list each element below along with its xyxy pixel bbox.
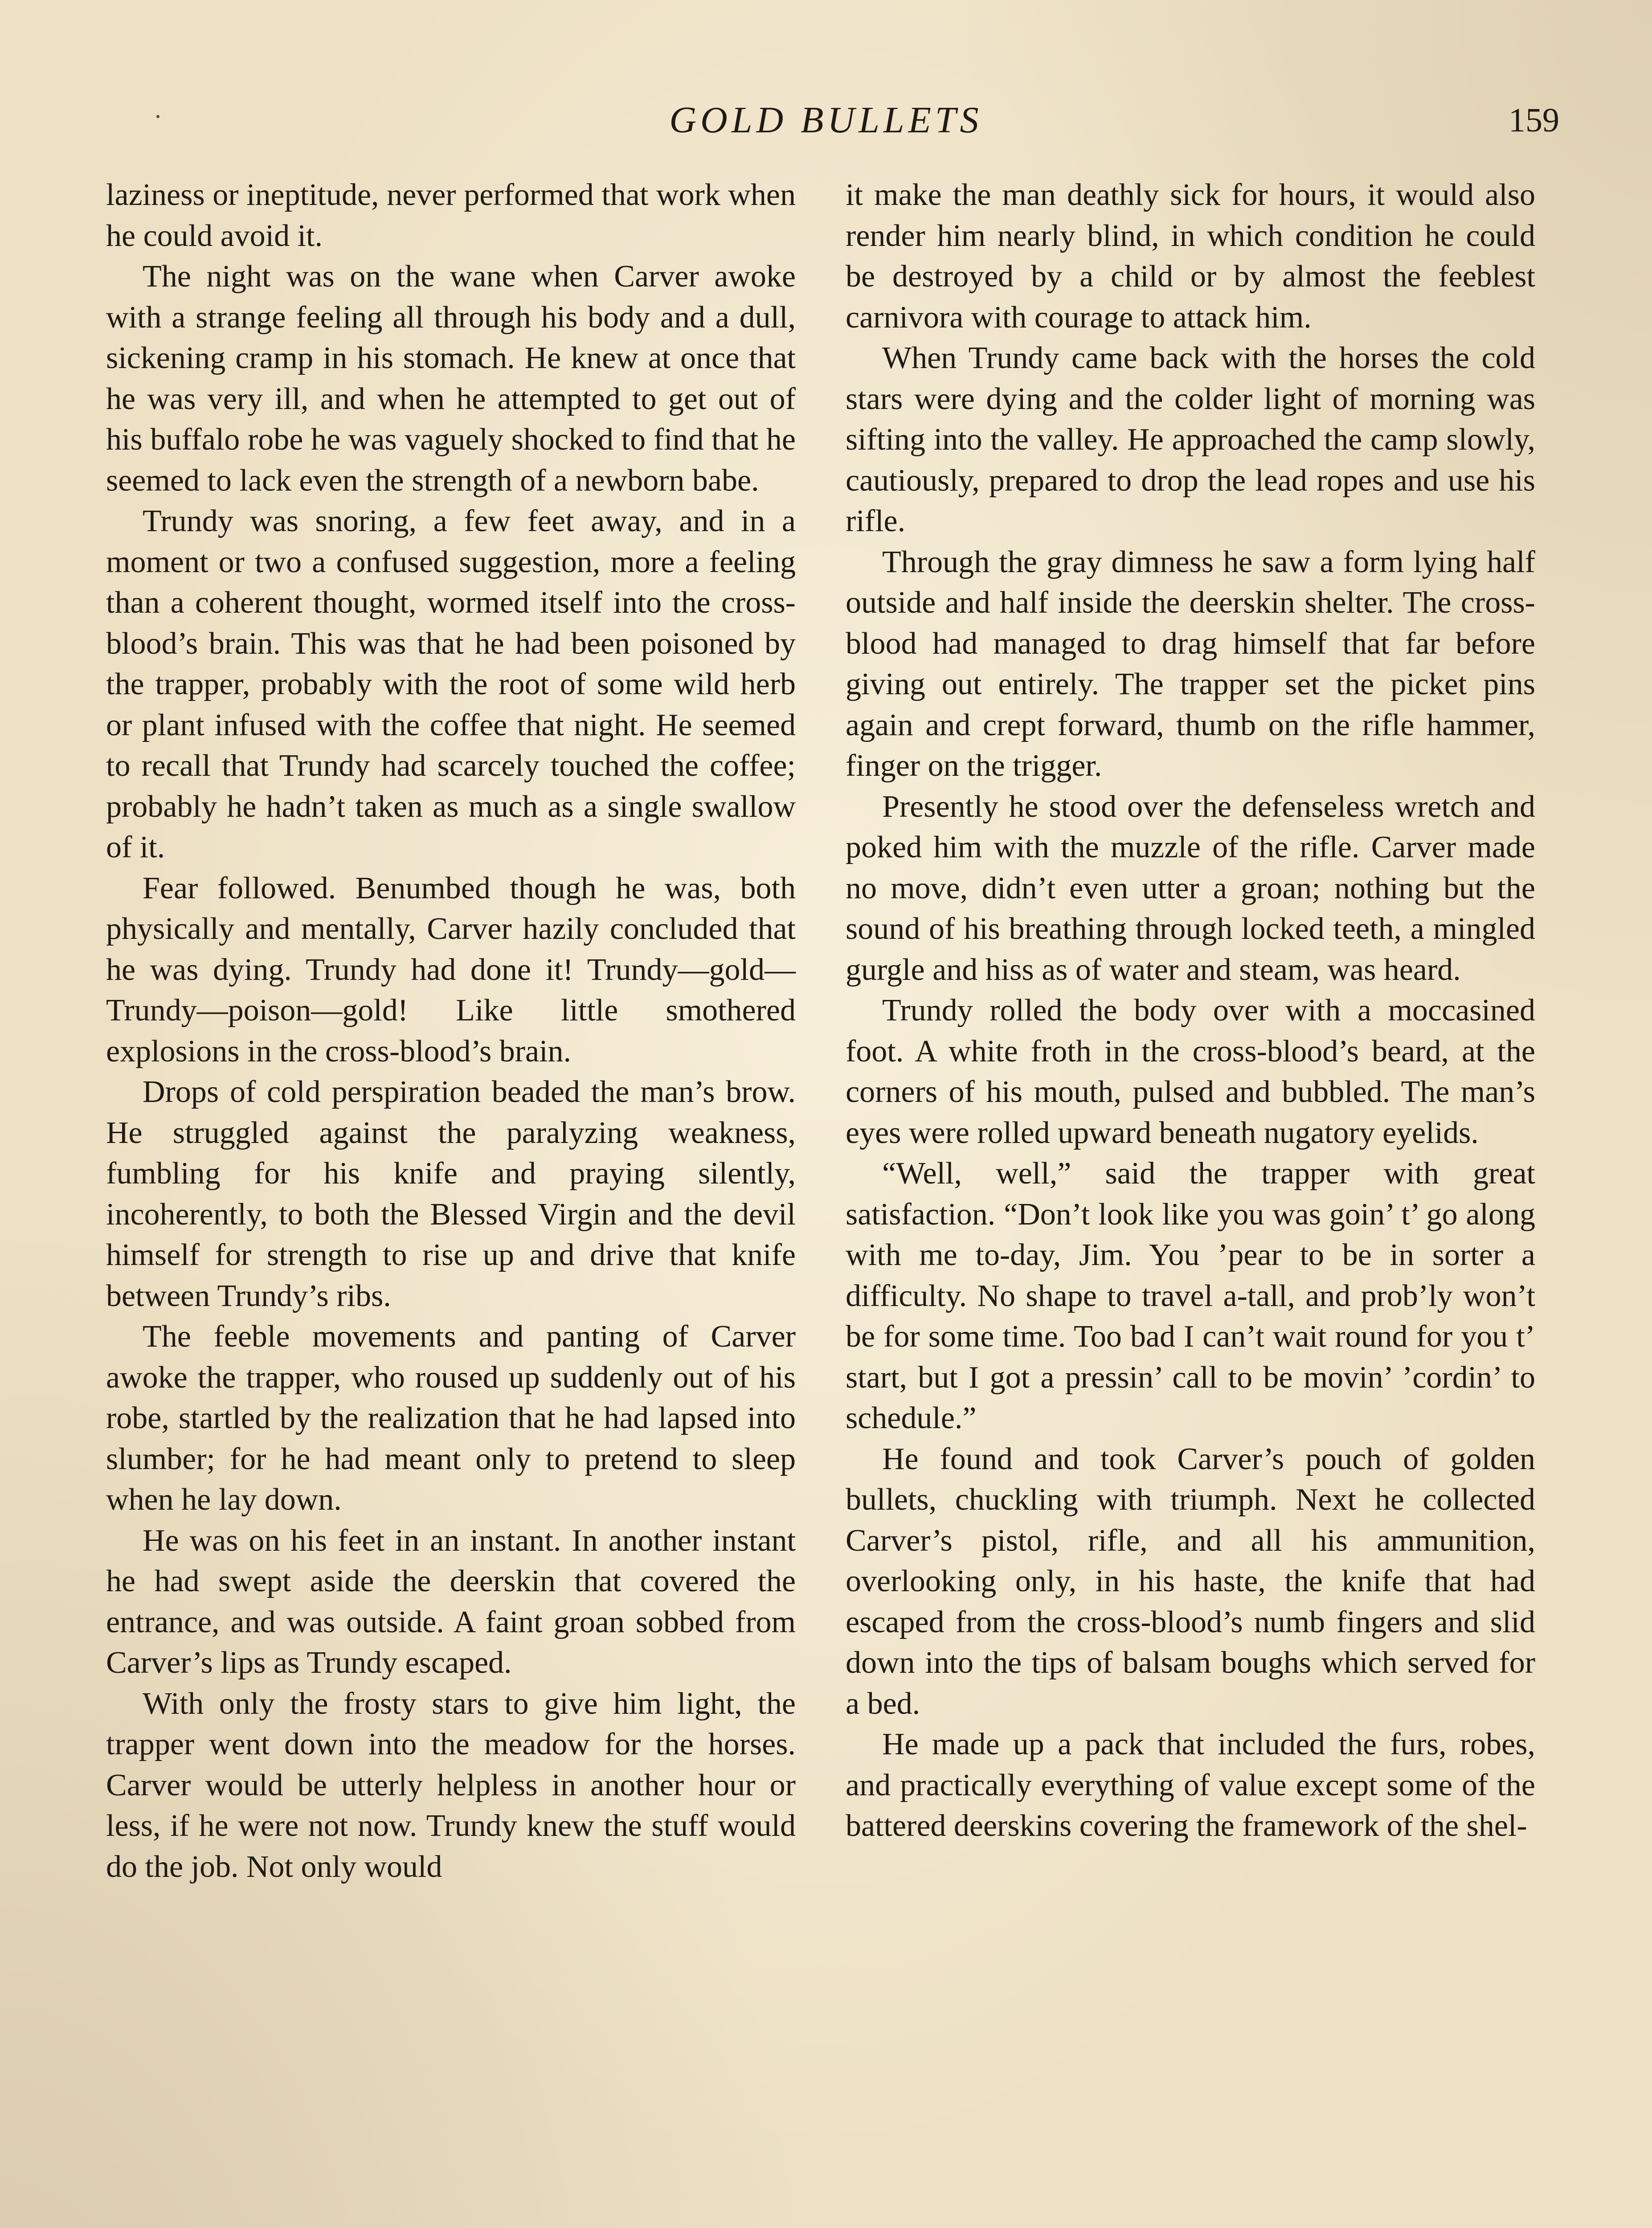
paragraph: laziness or ineptitude, never performed that work when he could avoid it. [106,178,796,253]
paragraph: Trundy was snoring, a few feet away, and in a moment or two a confused suggestion, more a feeling than a coherent thought, wormed itself into the cross-blood’s brain. This was that he had been poisoned by the trapper, probably with the root of some wild herb or plant infused with the coffee that night. He seemed to recall that Trundy had scarcely touched the coffee; probably he hadn’t taken as much as a single swallow of it. [106,504,796,864]
paragraph: Drops of cold perspiration beaded the man’s brow. He struggled against the paralyzing weakness, fumbling for his knife and praying silently, incoherently, to both the Blessed Virgin and the devil himself for strength to rise up and drive that knife between Trundy’s ribs. [106,1075,796,1313]
paragraph: The night was on the wane when Carver awoke with a strange feeling all through his body and a dull, sickening cramp in his stomach. He knew at once that he was very ill, and when he attempted to get out of his buffalo robe he was vaguely shocked to find that he seemed to lack even the strength of a newborn babe. [106,259,796,498]
paragraph: He found and took Carver’s pouch of golden bullets, chuckling with triumph. Next he collected Carver’s pistol, rifle, and all his ammunition, overlooking only, in his haste, the knife that had escaped from the cross-blood’s numb fingers and slid down into the tips of balsam boughs which served for a bed. [846,1442,1535,1721]
left-column [106,175,796,1887]
paragraph: He was on his feet in an instant. In another instant he had swept aside the deerskin that covered the entrance, and was outside. A faint groan sobbed from Carver’s lips as Trundy escaped. [106,1523,796,1680]
paragraph: Fear followed. Benumbed though he was, both physically and mentally, Carver hazily concluded that he was dying. Trundy had done it! Trundy—gold—Trundy—poison—gold! Like little smothered explosions in the cross-blood’s brain. [106,871,796,1069]
running-title: GOLD BULLETS [669,99,983,141]
paragraph: “Well, well,” said the trapper with great satisfaction. “Don’t look like you was goin’ t’ go along with me to-day, Jim. You ’pear to be in sorter a difficulty. No shape to travel a-tall, and prob’ly won’t be for some time. Too bad I can’t wait round for you t’ start, but I got a pressin’ call to be movin’ ’cordin’ to schedule.” [846,1156,1535,1435]
paragraph: With only the frosty stars to give him light, the trapper went down into the meadow for the horses. Carver would be utterly helpless in another hour or less, if he were not now. Trundy knew the stuff would do the job. Not only would [106,1686,796,1884]
page-header [0,96,1652,145]
paragraph: Through the gray dimness he saw a form lying half outside and half inside the deerskin shelter. The cross-blood had managed to drag himself that far before giving out entirely. The trapper set the picket pins again and crept forward, thumb on the rifle hammer, finger on the trigger. [846,545,1535,783]
paragraph: Presently he stood over the defenseless wretch and poked him with the muzzle of the rifle. Carver made no move, didn’t even utter a groan; nothing but the sound of his breathing through locked teeth, a mingled gurgle and hiss as of water and steam, was heard. [846,789,1535,987]
ink-speck [156,115,159,118]
paragraph: it make the man deathly sick for hours, it would also render him nearly blind, in which condition he could be destroyed by a child or by almost the feeblest carnivora with courage to attack him. [846,178,1535,335]
right-column [846,175,1535,1847]
page-number: 159 [1509,102,1559,139]
paragraph: Trundy rolled the body over with a moccasined foot. A white froth in the cross-blood’s beard, at the corners of his mouth, pulsed and bubbled. The man’s eyes were rolled upward beneath nugatory eyelids. [846,993,1535,1150]
paragraph: He made up a pack that included the furs, robes, and practically everything of value except some of the battered deerskins covering the framework of the shel- [846,1727,1535,1843]
paragraph: The feeble movements and panting of Carver awoke the trapper, who roused up suddenly out of his robe, startled by the realization that he had lapsed into slumber; for he had meant only to pretend to sleep when he lay down. [106,1319,796,1517]
paragraph: When Trundy came back with the horses the cold stars were dying and the colder light of morning was sifting into the valley. He approached the camp slowly, cautiously, prepared to drop the lead ropes and use his rifle. [846,341,1535,538]
